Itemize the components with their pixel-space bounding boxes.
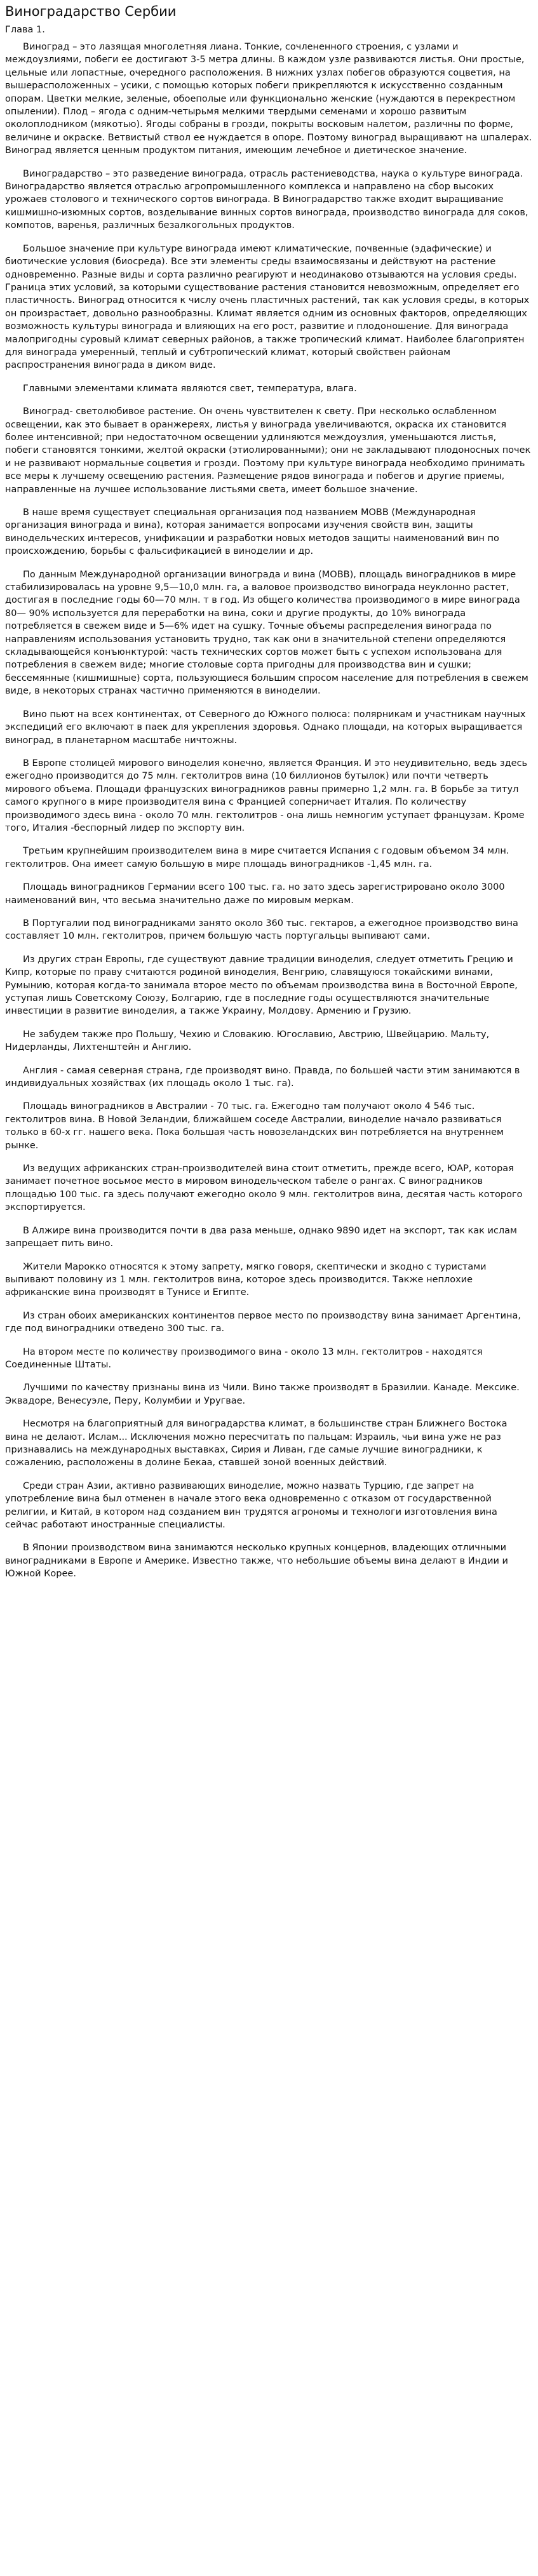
paragraph-4: Главными элементами климата являются свет, температура, влага.	[23, 383, 357, 394]
paragraph-16: Площадь виноградников в Австралии - 70 тыс. га. Ежегодно там получают около 4 546 тыс. гектолитров вина. В Новой Зеландии, ближайшем соседе Австралии, виноделие начало развиваться только в 60-х гг. нашего века. Пока большая часть новозеландских вин потребляется на внутреннем рынке.	[5, 1101, 507, 1151]
paragraph-1: Виноград – это лазящая многолетняя лиана. Тонкие, сочлененного строения, с узлами и междоузлиями, побеги ее достигают 3-5 метра длины. В каждом узле развиваются листья. Они простые, цельные или лопастные, очередного расположения. В нижних узлах побегов образуются соцветия, на вышерасположенных – усики, с помощью которых побеги прикрепляются к искусственно созданным опорам. Цветки мелкие, зеленые, обоеполые или функционально женские (нуждаются в перекрестном опылении). Плод – ягода с одним-четырьмя мелкими твердыми семенами и хорошо развитым околоплодником (мякотью). Ягоды собраны в грозди, покрыты восковым налетом, различны по форме, величине и окраске. Ветвистый ствол ее нуждается в опоре. Поэтому виноград выращивают на шпалерах. Виноград является ценным продуктом питания, имеющим лечебное и диетическое значение.	[5, 42, 535, 156]
paragraph-5: Виноград- светолюбивое растение. Он очень чувствителен к свету. При несколько ослабленном освещении, как это бывает в оранжереях, листья у винограда увеличиваются, окраска их становится более интенсивной; при недостаточном освещении удлиняются междоузлия, уменьшаются листья, побеги становятся тонкими, желтой окраски (этиолированными); они не закладывают плодоносных почек и не развивают нормальные соцветия и грозди. Поэтому при культуре винограда необходимо принимать все меры к лучшему освещению растения. Размещение рядов винограда и побегов и другие приемы, направленные на лучшее использование листьями света, имеет большое значение.	[5, 406, 534, 495]
paragraph-24: Среди стран Азии, активно развивающих виноделие, можно назвать Турцию, где запрет на употребление вина был отменен в начале этого века одновременно с отказом от государственной религии, и Китай, в котором над созданием вин трудятся агрономы и технологи изготовления вина сейчас работают иностранные специалисты.	[5, 1480, 501, 1530]
paragraph-23: Несмотря на благоприятный для виноградарства климат, в большинстве стран Ближнего Востока вина не делают. Ислам... Исключения можно пересчитать по пальцам: Израиль, чьи вина уже не раз признавались на международных выставках, Сирия и Ливан, где самые лучшие виноградники, к сожалению, расположены в долине Бекаа, ставшей зоной военных действий.	[5, 1419, 511, 1468]
paragraph-20: Из стран обоих американских континентов первое место по производству вина занимает Аргентина, где под виноградники отведено 300 тыс. га.	[5, 1310, 524, 1334]
page-title: Виноградарство Сербии	[5, 4, 177, 19]
paragraph-22: Лучшими по качеству признаны вина из Чили. Вино также производят в Бразилии. Канаде. Мексике. Эквадоре, Венесуэле, Перу, Колумбии и Уругвае.	[5, 1383, 523, 1406]
paragraph-19: Жители Марокко относятся к этому запрету, мягко говоря, скептически и зкодно с туристами выпивают половину из 1 млн. гектолитров вина, которое здесь производится. Также неплохие африканские вина производят в Тунисе и Египте.	[5, 1261, 490, 1298]
paragraph-14: Не забудем также про Польшу, Чехию и Словакию. Югославию, Австрию, Швейцарию. Мальту, Нидерланды, Лихтенштейн и Англию.	[5, 1029, 492, 1053]
paragraph-13: Из других стран Европы, где существуют давние традиции виноделия, следует отметить Грецию и Кипр, которые по праву считаются родиной виноделия, Венгрию, славящуюся токайскими винами, Румынию, которая когда-то занимала второе место по объемам производства вина в Восточной Европе, уступая лишь Советскому Союзу, Болгарию, где в последние годы осуществляются значительные инвестиции в развитие виноделия, а также Украину, Молдову. Армению и Грузию.	[5, 954, 521, 1017]
paragraph-18: В Алжире вина производится почти в два раза меньше, однако 9890 идет на экспорт, так как ислам запрещает пить вино.	[5, 1225, 520, 1249]
paragraph-3: Большое значение при культуре винограда имеют климатические, почвенные (эдафические) и биотические условия (биосреда). Все эти элементы среды взаимосвязаны и действуют на растение одновременно. Разные виды и сорта различно реагируют и неодинаково отзываются на условия среды. Граница этих условий, за которыми существование растения становится невозможным, определяет его пластичность. Виноград относится к числу очень пластичных растений, так как условия среды, в которых он произрастает, довольно разнообразны. Климат является одним из основных факторов, определяющих возможность культуры винограда и влияющих на его рост, развитие и плодоношение. Для винограда малопригодны суровый климат северных районов, а также тропический климат. Наиболее благоприятен для винограда умеренный, теплый и субтропический климат, который свойствен районам распространения винограда в диком виде.	[5, 243, 532, 371]
paragraph-6: В наше время существует специальная организация под названием МОВВ (Международная организация винограда и вина), которая занимается вопросами изучения свойств вин, защиты винодельческих интересов, унификации и разработки новых методов защиты наименований вин по происхождению, борьбы с фальсификацией в виноделии и др.	[5, 507, 502, 557]
paragraph-11: Площадь виноградников Германии всего 100 тыс. га. но зато здесь зарегистрировано около 3000 наименований вин, что весьма значительно даже по мировым меркам.	[5, 882, 508, 906]
paragraph-9: В Европе столицей мирового виноделия конечно, является Франция. И это неудивительно, ведь здесь ежегодно производится до 75 млн. гектолитров вина (10 биллионов бутылок) или почти четверть мирового объема. Площади французских виноградников равны примерно 1,2 млн. га. В борьбе за титул самого крупного в мире производителя вина с Францией соперничает Италия. По количеству производимого здесь вина - около 70 млн. гектолитров - она лишь немногим уступает французам. Кроме того, Италия -беспорный лидер по экспорту вин.	[5, 758, 530, 833]
paragraph-2: Виноградарство – это разведение винограда, отрасль растениеводства, наука о культуре винограда. Виноградарство является отраслью агропромышленного комплекса и направлено на сбор высоких урожаев столового и технического сортов винограда. В Виноградарство также входит выращивание кишмишно-изюмных сортов, возделывание винных сортов винограда, производство винограда для соков, компотов, варенья, различных безалкогольных продуктов.	[5, 168, 532, 231]
paragraph-15: Англия - самая северная страна, где производят вино. Правда, по большей части этим занимаются в индивидуальных хозяйствах (их площадь около 1 тыс. га).	[5, 1065, 523, 1089]
paragraph-25: В Японии производством вина занимаются несколько крупных концернов, владеющих отличными виноградниками в Европе и Америке. Известно также, что небольшие объемы вина делают в Индии и Южной Корее.	[5, 1543, 511, 1580]
paragraph-7: По данным Международной организации винограда и вина (МОВВ), площадь виноградников в мире стабилизировалась на уровне 9,5—10,0 млн. га, а валовое производство винограда неуклонно растет, достигая в последние годы 60—70 млн. т в год. Из общего количества производимого в мире винограда 80— 90% используется для переработки на вина, соки и другие продукты, до 10% винограда потребляется в свежем виде и 5—6% идет на сушку. Точные объемы распределения винограда по направлениям использования установить трудно, так как они в значительной степени определяются складывающейся конъюнктурой: часть технических сортов может быть с успехом использована для потребления в свежем виде; многие столовые сорта пригодны для производства вин и сушки; бессемянные (кишмишные) сорта, пользующиеся большим спросом население для потребления в свежем виде, в некоторых странах частично применяются в виноделии.	[5, 569, 532, 697]
chapter-heading: Глава 1.	[5, 25, 45, 35]
paragraph-10: Третьим крупнейшим производителем вина в мире считается Испания с годовым объемом 34 млн. гектолитров. Она имеет самую большую в мире площадь виноградников -1,45 млн. га.	[5, 846, 513, 869]
paragraph-21: На втором месте по количеству производимого вина - около 13 млн. гектолитров - находятся Соединенные Штаты.	[5, 1346, 486, 1370]
paragraph-12: В Португалии под виноградниками занято около 360 тыс. гектаров, а ежегодное производство вина составляет 10 млн. гектолитров, причем большую часть португальцы выпивают сами.	[5, 918, 521, 942]
paragraph-17: Из ведущих африканских стран-производителей вина стоит отметить, прежде всего, ЮАР, которая занимает почетное восьмое место в мировом винодельческом табеле о рангах. С виноградников площадью 100 тыс. га здесь получают ежегодно около 9 млн. гектолитров вина, десятая часть которого экспортируется.	[5, 1164, 526, 1213]
paragraph-8: Вино пьют на всех континентах, от Северного до Южного полюса: полярникам и участникам научных экспедиций его включают в паек для укрепления здоровья. Однако площади, на которых выращивается виноград, в планетарном масштабе ничтожны.	[5, 709, 529, 746]
